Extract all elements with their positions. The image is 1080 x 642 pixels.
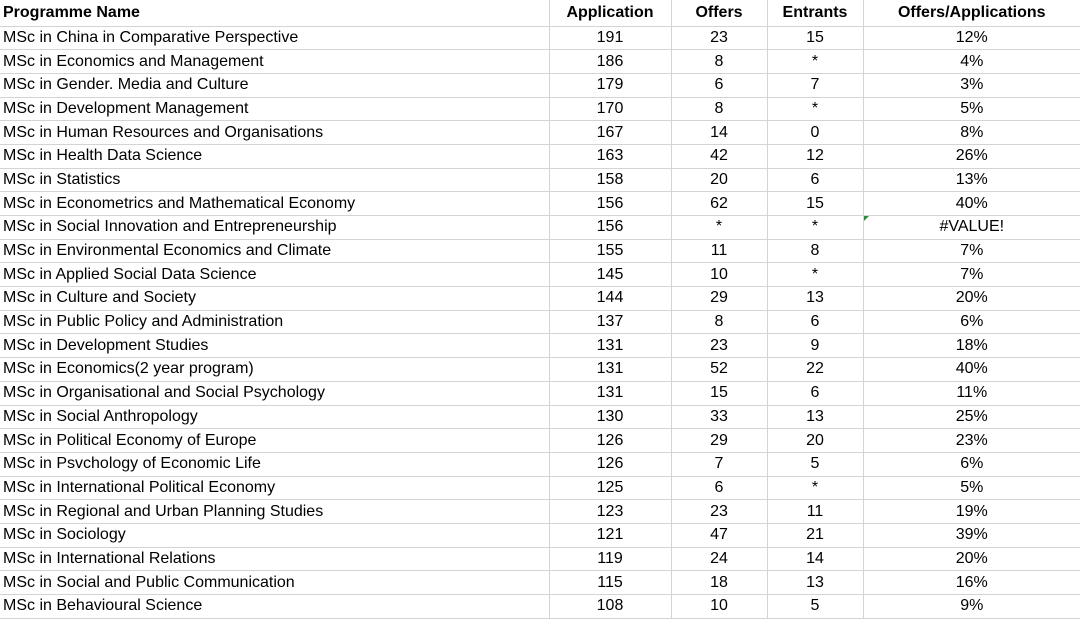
cell-offers[interactable]: 15 bbox=[671, 381, 767, 405]
table-row bbox=[0, 73, 1080, 97]
cell-offers[interactable]: 8 bbox=[671, 310, 767, 334]
table-row bbox=[0, 97, 1080, 121]
cell-entrants[interactable]: 6 bbox=[767, 310, 863, 334]
cell-programme-name[interactable]: MSc in Social and Public Communication bbox=[0, 571, 549, 595]
cell-entrants[interactable]: 6 bbox=[767, 168, 863, 192]
cell-application[interactable]: 126 bbox=[549, 429, 671, 453]
cell-application[interactable]: 156 bbox=[549, 192, 671, 216]
cell-entrants[interactable]: 13 bbox=[767, 405, 863, 429]
cell-offers[interactable]: 23 bbox=[671, 334, 767, 358]
cell-offers-applications[interactable]: 25% bbox=[863, 405, 1080, 429]
table-row bbox=[0, 595, 1080, 619]
table-row bbox=[0, 571, 1080, 595]
cell-offers-applications[interactable]: 40% bbox=[863, 192, 1080, 216]
cell-programme-name[interactable]: MSc in Human Resources and Organisations bbox=[0, 121, 549, 145]
cell-offers[interactable]: 47 bbox=[671, 523, 767, 547]
cell-offers[interactable]: 6 bbox=[671, 73, 767, 97]
table-row bbox=[0, 239, 1080, 263]
cell-application[interactable]: 158 bbox=[549, 168, 671, 192]
cell-offers-applications[interactable]: 7% bbox=[863, 263, 1080, 287]
cell-offers-applications[interactable]: 18% bbox=[863, 334, 1080, 358]
table-row bbox=[0, 50, 1080, 74]
header-row bbox=[0, 0, 1080, 26]
cell-entrants[interactable]: * bbox=[767, 50, 863, 74]
cell-offers[interactable]: 6 bbox=[671, 476, 767, 500]
cell-programme-name[interactable]: MSc in Behavioural Science bbox=[0, 595, 549, 619]
cell-application[interactable]: 191 bbox=[549, 26, 671, 50]
cell-programme-name[interactable]: MSc in International Relations bbox=[0, 547, 549, 571]
table-row bbox=[0, 287, 1080, 311]
cell-programme-name[interactable]: MSc in Social Anthropology bbox=[0, 405, 549, 429]
cell-programme-name[interactable]: MSc in China in Comparative Perspective bbox=[0, 26, 549, 50]
cell-programme-name[interactable]: MSc in Statistics bbox=[0, 168, 549, 192]
table-row bbox=[0, 405, 1080, 429]
cell-offers-applications[interactable]: 5% bbox=[863, 97, 1080, 121]
cell-entrants[interactable]: 12 bbox=[767, 144, 863, 168]
cell-offers-applications[interactable]: 20% bbox=[863, 287, 1080, 311]
header-programme-name[interactable]: Programme Name bbox=[0, 0, 549, 26]
cell-entrants[interactable]: 9 bbox=[767, 334, 863, 358]
cell-programme-name[interactable]: MSc in Development Management bbox=[0, 97, 549, 121]
cell-programme-name[interactable]: MSc in Applied Social Data Science bbox=[0, 263, 549, 287]
cell-offers[interactable]: 11 bbox=[671, 239, 767, 263]
table-row bbox=[0, 381, 1080, 405]
cell-application[interactable]: 108 bbox=[549, 595, 671, 619]
cell-offers[interactable]: 29 bbox=[671, 429, 767, 453]
cell-application[interactable]: 123 bbox=[549, 500, 671, 524]
table-row bbox=[0, 263, 1080, 287]
cell-entrants[interactable]: * bbox=[767, 263, 863, 287]
cell-offers-applications[interactable]: #VALUE! bbox=[863, 216, 1080, 240]
cell-entrants[interactable]: 21 bbox=[767, 523, 863, 547]
cell-offers-applications[interactable]: 11% bbox=[863, 381, 1080, 405]
cell-application[interactable]: 119 bbox=[549, 547, 671, 571]
table-row bbox=[0, 500, 1080, 524]
cell-offers-applications[interactable]: 19% bbox=[863, 500, 1080, 524]
table-row bbox=[0, 429, 1080, 453]
header-entrants[interactable]: Entrants bbox=[767, 0, 863, 26]
table-row bbox=[0, 168, 1080, 192]
cell-offers-applications[interactable]: 8% bbox=[863, 121, 1080, 145]
cell-entrants[interactable]: 15 bbox=[767, 192, 863, 216]
cell-offers[interactable]: 20 bbox=[671, 168, 767, 192]
cell-programme-name[interactable]: MSc in Health Data Science bbox=[0, 144, 549, 168]
table-body bbox=[0, 26, 1080, 618]
cell-entrants[interactable]: 13 bbox=[767, 571, 863, 595]
cell-offers-applications[interactable]: 26% bbox=[863, 144, 1080, 168]
header-application[interactable]: Application bbox=[549, 0, 671, 26]
cell-offers[interactable]: 62 bbox=[671, 192, 767, 216]
cell-offers-applications[interactable]: 16% bbox=[863, 571, 1080, 595]
cell-entrants[interactable]: 22 bbox=[767, 358, 863, 382]
cell-programme-name[interactable]: MSc in International Political Economy bbox=[0, 476, 549, 500]
cell-entrants[interactable]: * bbox=[767, 97, 863, 121]
cell-offers[interactable]: 8 bbox=[671, 50, 767, 74]
cell-application[interactable]: 126 bbox=[549, 452, 671, 476]
cell-offers[interactable]: 18 bbox=[671, 571, 767, 595]
cell-offers[interactable]: 10 bbox=[671, 595, 767, 619]
cell-programme-name[interactable]: MSc in Public Policy and Administration bbox=[0, 310, 549, 334]
cell-application[interactable]: 179 bbox=[549, 73, 671, 97]
cell-application[interactable]: 144 bbox=[549, 287, 671, 311]
cell-programme-name[interactable]: MSc in Organisational and Social Psychology bbox=[0, 381, 549, 405]
cell-application[interactable]: 131 bbox=[549, 358, 671, 382]
cell-programme-name[interactable]: MSc in Political Economy of Europe bbox=[0, 429, 549, 453]
table-row bbox=[0, 476, 1080, 500]
cell-offers-applications[interactable]: 6% bbox=[863, 310, 1080, 334]
cell-entrants[interactable]: 5 bbox=[767, 595, 863, 619]
cell-entrants[interactable]: 8 bbox=[767, 239, 863, 263]
cell-application[interactable]: 163 bbox=[549, 144, 671, 168]
cell-application[interactable]: 131 bbox=[549, 381, 671, 405]
cell-offers-applications[interactable]: 12% bbox=[863, 26, 1080, 50]
table-row bbox=[0, 358, 1080, 382]
cell-application[interactable]: 131 bbox=[549, 334, 671, 358]
cell-application[interactable]: 145 bbox=[549, 263, 671, 287]
cell-programme-name[interactable]: MSc in Sociology bbox=[0, 523, 549, 547]
table-row bbox=[0, 26, 1080, 50]
cell-application[interactable]: 115 bbox=[549, 571, 671, 595]
cell-application[interactable]: 186 bbox=[549, 50, 671, 74]
cell-offers[interactable]: * bbox=[671, 216, 767, 240]
cell-entrants[interactable]: 0 bbox=[767, 121, 863, 145]
cell-offers-applications[interactable]: 3% bbox=[863, 73, 1080, 97]
table-row bbox=[0, 144, 1080, 168]
table-row bbox=[0, 216, 1080, 240]
cell-offers-applications[interactable]: 40% bbox=[863, 358, 1080, 382]
cell-application[interactable]: 121 bbox=[549, 523, 671, 547]
cell-programme-name[interactable]: MSc in Econometrics and Mathematical Economy bbox=[0, 192, 549, 216]
cell-offers-applications[interactable]: 6% bbox=[863, 452, 1080, 476]
cell-offers[interactable]: 8 bbox=[671, 97, 767, 121]
cell-offers[interactable]: 7 bbox=[671, 452, 767, 476]
cell-offers[interactable]: 42 bbox=[671, 144, 767, 168]
cell-offers-applications[interactable]: 20% bbox=[863, 547, 1080, 571]
cell-programme-name[interactable]: MSc in Regional and Urban Planning Studies bbox=[0, 500, 549, 524]
cell-offers[interactable]: 52 bbox=[671, 358, 767, 382]
cell-entrants[interactable]: 5 bbox=[767, 452, 863, 476]
cell-programme-name[interactable]: MSc in Environmental Economics and Climate bbox=[0, 239, 549, 263]
cell-programme-name[interactable]: MSc in Gender. Media and Culture bbox=[0, 73, 549, 97]
cell-offers-applications[interactable]: 23% bbox=[863, 429, 1080, 453]
cell-offers[interactable]: 10 bbox=[671, 263, 767, 287]
cell-application[interactable]: 156 bbox=[549, 216, 671, 240]
cell-programme-name[interactable]: MSc in Social Innovation and Entrepreneurship bbox=[0, 216, 549, 240]
cell-offers[interactable]: 14 bbox=[671, 121, 767, 145]
cell-offers-applications[interactable]: 5% bbox=[863, 476, 1080, 500]
cell-application[interactable]: 130 bbox=[549, 405, 671, 429]
cell-offers[interactable]: 24 bbox=[671, 547, 767, 571]
cell-application[interactable]: 170 bbox=[549, 97, 671, 121]
cell-entrants[interactable]: * bbox=[767, 216, 863, 240]
header-offers-applications[interactable]: Offers/Applications bbox=[863, 0, 1080, 26]
cell-offers-applications[interactable]: 13% bbox=[863, 168, 1080, 192]
cell-offers-applications[interactable]: 39% bbox=[863, 523, 1080, 547]
table-row bbox=[0, 523, 1080, 547]
cell-offers-applications[interactable]: 7% bbox=[863, 239, 1080, 263]
cell-programme-name[interactable]: MSc in Economics and Management bbox=[0, 50, 549, 74]
cell-programme-name[interactable]: MSc in Psvchology of Economic Life bbox=[0, 452, 549, 476]
cell-offers[interactable]: 23 bbox=[671, 500, 767, 524]
cell-offers[interactable]: 23 bbox=[671, 26, 767, 50]
cell-entrants[interactable]: * bbox=[767, 476, 863, 500]
cell-offers[interactable]: 29 bbox=[671, 287, 767, 311]
cell-entrants[interactable]: 6 bbox=[767, 381, 863, 405]
cell-entrants[interactable]: 15 bbox=[767, 26, 863, 50]
cell-offers[interactable]: 33 bbox=[671, 405, 767, 429]
table-row bbox=[0, 334, 1080, 358]
cell-entrants[interactable]: 7 bbox=[767, 73, 863, 97]
table-row bbox=[0, 547, 1080, 571]
cell-entrants[interactable]: 13 bbox=[767, 287, 863, 311]
cell-application[interactable]: 167 bbox=[549, 121, 671, 145]
table-row bbox=[0, 121, 1080, 145]
cell-application[interactable]: 125 bbox=[549, 476, 671, 500]
cell-application[interactable]: 155 bbox=[549, 239, 671, 263]
table-row bbox=[0, 310, 1080, 334]
cell-application[interactable]: 137 bbox=[549, 310, 671, 334]
cell-offers-applications[interactable]: 4% bbox=[863, 50, 1080, 74]
cell-programme-name[interactable]: MSc in Culture and Society bbox=[0, 287, 549, 311]
cell-entrants[interactable]: 11 bbox=[767, 500, 863, 524]
cell-entrants[interactable]: 20 bbox=[767, 429, 863, 453]
cell-programme-name[interactable]: MSc in Economics(2 year program) bbox=[0, 358, 549, 382]
cell-entrants[interactable]: 14 bbox=[767, 547, 863, 571]
cell-programme-name[interactable]: MSc in Development Studies bbox=[0, 334, 549, 358]
table-row bbox=[0, 452, 1080, 476]
header-offers[interactable]: Offers bbox=[671, 0, 767, 26]
cell-offers-applications[interactable]: 9% bbox=[863, 595, 1080, 619]
table-row bbox=[0, 192, 1080, 216]
